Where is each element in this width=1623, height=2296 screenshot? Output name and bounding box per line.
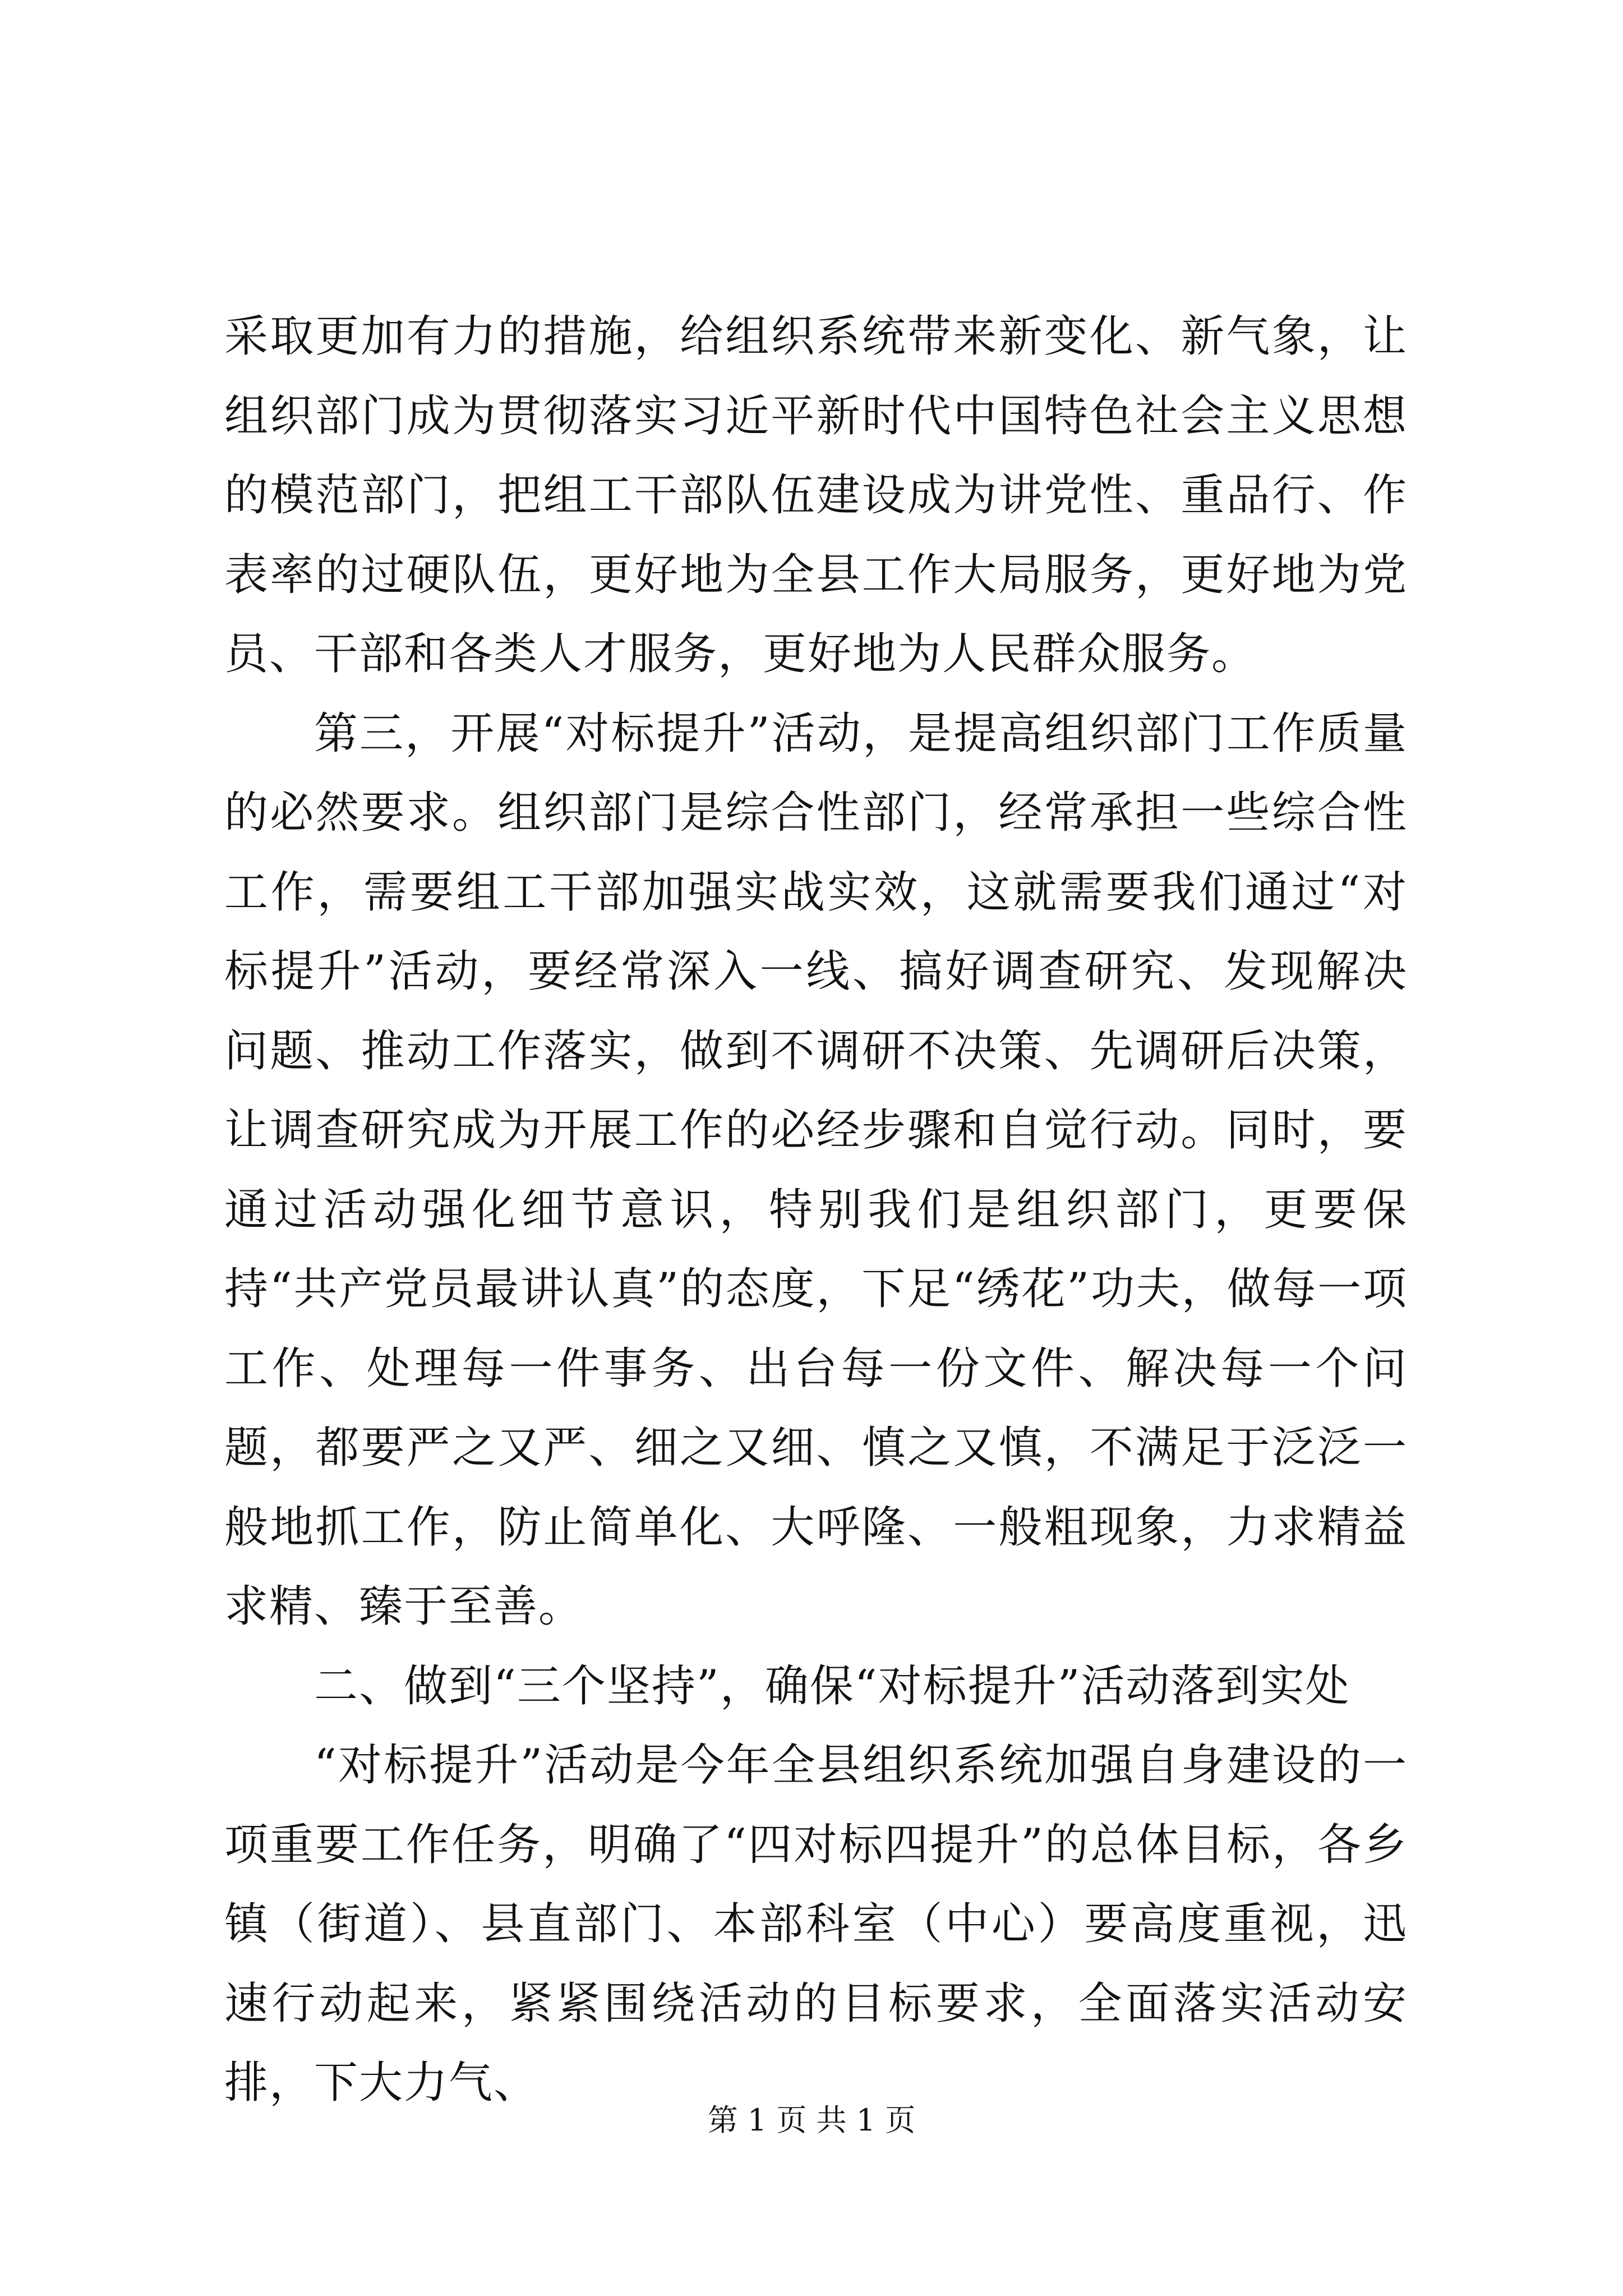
document-body xyxy=(224,297,1408,2123)
page-footer: 第 1 页 共 1 页 xyxy=(707,2102,916,2138)
paragraph-third-point: 第三，开展“对标提升”活动，是提高组织部门工作质量的必然要求。组织部门是综合性部门，经常承担一些综合性工作，需要组工干部加强实战实效，这就需要我们通过“对标提升”活动，要经常深入一线、搞好调查研究、发现解决问题、推动工作落实，做到不调研不决策、先调研后决策，让调查研究成为开展工作的必经步骤和自觉行动。同时，要通过活动强化细节意识，特别我们是组织部门，更要保持“共产党员最讲认真”的态度，下足“绣花”功夫，做每一项工作、处理每一件事务、出台每一份文件、解决每一个问题，都要严之又严、细之又细、慎之又慎，不满足于泛泛一般地抓工作，防止简单化、大呼隆、一般粗现象，力求精益求精、臻于至善。 xyxy=(224,708,1408,1632)
section-heading: 二、做到“三个坚持”，确保“对标提升”活动落到实处 xyxy=(314,1660,1350,1711)
paragraph-continuation: 采取更加有力的措施，给组织系统带来新变化、新气象，让组织部门成为贯彻落实习近平新时代中国特色社会主义思想的模范部门，把组工干部队伍建设成为讲党性、重品行、作表率的过硬队伍，更好地为全县工作大局服务，更好地为党员、干部和各类人才服务，更好地为人民群众服务。 xyxy=(224,311,1408,679)
paragraph-section-two-intro: “对标提升”活动是今年全县组织系统加强自身建设的一项重要工作任务，明确了“四对标四提升”的总体目标，各乡镇（街道）、县直部门、本部科室（中心）要高度重视，迅速行动起来，紧紧围绕活动的目标要求，全面落实活动安排，下大力气、 xyxy=(224,1740,1408,2108)
